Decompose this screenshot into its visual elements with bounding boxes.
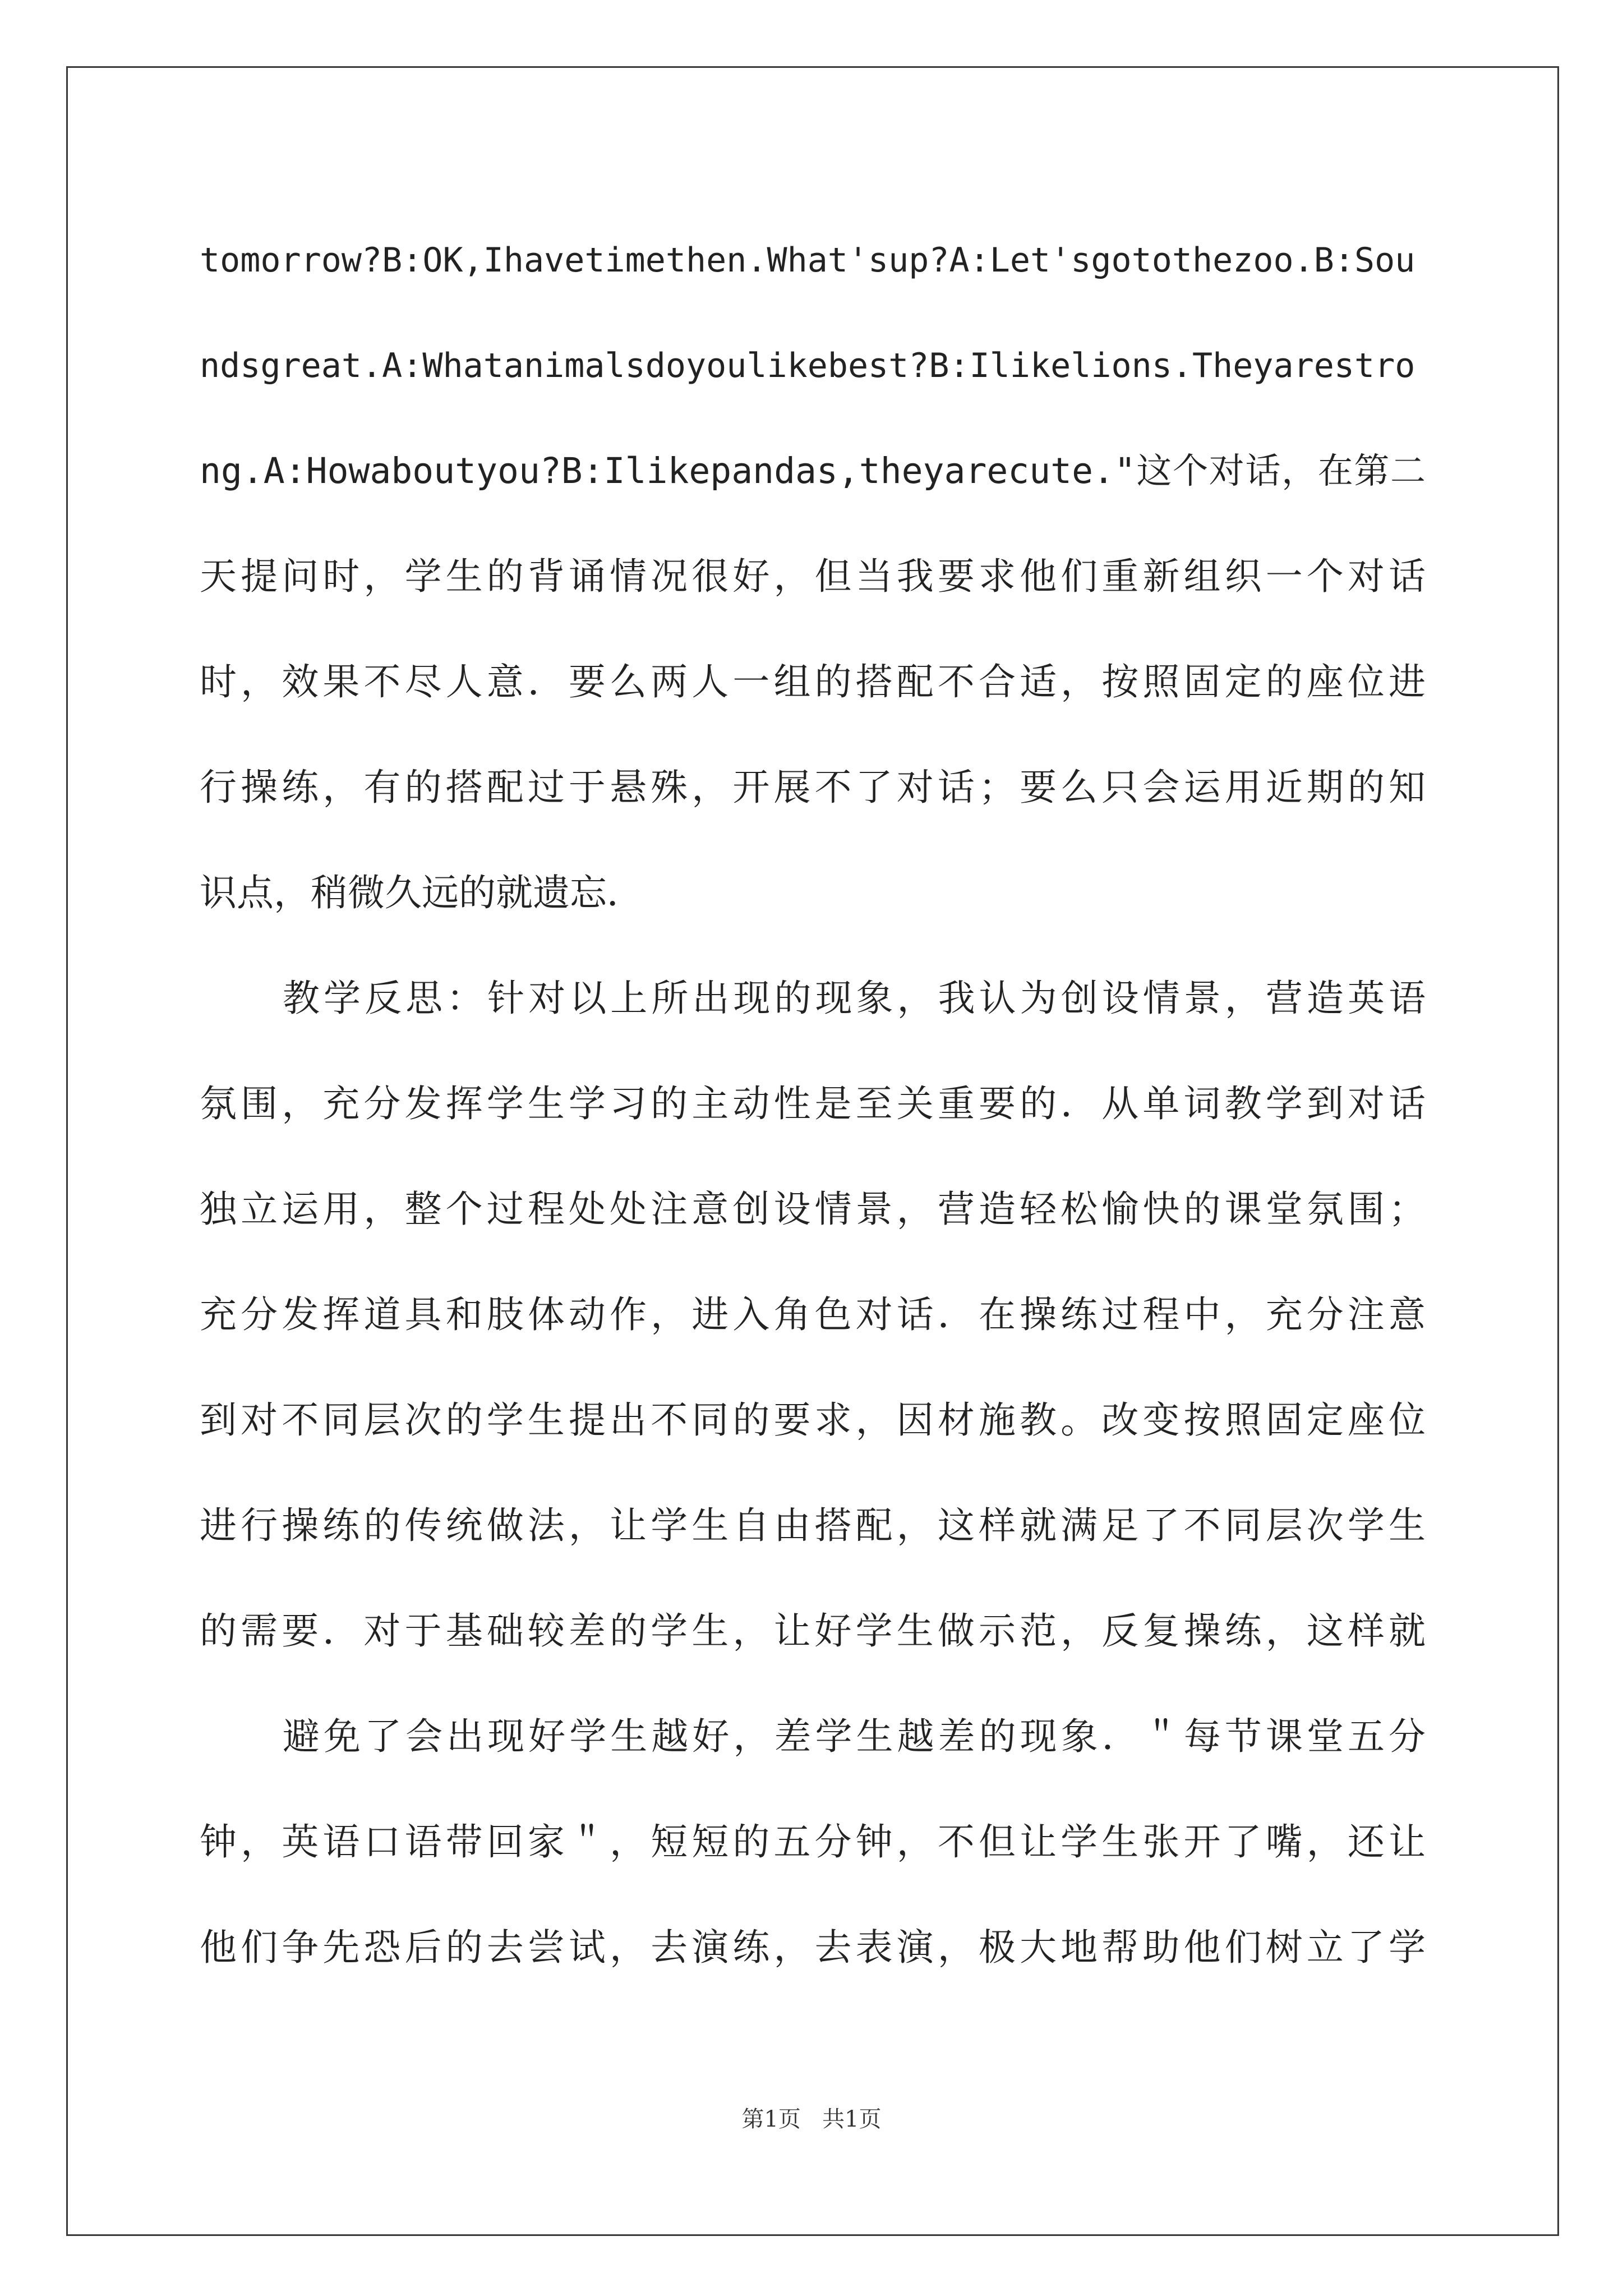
text-line: ndsgreat.A:Whatanimalsdoyoulikebest?B:Ilikelions.Theyarestro <box>200 346 1415 385</box>
page-number-footer: 第1页 共1页 <box>741 2106 882 2132</box>
document-body <box>200 208 1426 2000</box>
text-line: ng.A:Howaboutyou?B:Ilikepandas,theyarecute."这个对话，在第二 <box>200 450 1426 491</box>
text-line: 天提问时，学生的背诵情况很好，但当我要求他们重新组织一个对话 <box>200 555 1426 598</box>
text-line: 进行操练的传统做法，让学生自由搭配，这样就满足了不同层次学生 <box>200 1504 1426 1547</box>
text-line: tomorrow?B:OK,Ihavetimethen.What'sup?A:Let'sgotothezoo.B:Sou <box>200 241 1415 280</box>
text-line: 充分发挥道具和肢体动作，进入角色对话．在操练过程中，充分注意 <box>200 1293 1426 1336</box>
text-line: 到对不同层次的学生提出不同的要求，因材施教。改变按照固定座位 <box>200 1398 1426 1442</box>
text-line: 时，效果不尽人意．要么两人一组的搭配不合适，按照固定的座位进 <box>200 660 1426 703</box>
text-line: 的需要．对于基础较差的学生，让好学生做示范，反复操练，这样就 <box>200 1609 1426 1653</box>
text-line: 氛围，充分发挥学生学习的主动性是至关重要的．从单词教学到对话 <box>200 1082 1426 1125</box>
text-line: 行操练，有的搭配过于悬殊，开展不了对话；要么只会运用近期的知 <box>200 766 1426 809</box>
text-line: 教学反思：针对以上所出现的现象，我认为创设情景，营造英语 <box>283 977 1426 1020</box>
text-line: 独立运用，整个过程处处注意创设情景，营造轻松愉快的课堂氛围； <box>200 1188 1426 1231</box>
text-line: 钟，英语口语带回家＂，短短的五分钟，不但让学生张开了嘴，还让 <box>200 1820 1426 1864</box>
text-line: 识点，稍微久远的就遗忘． <box>200 871 644 914</box>
text-line: 避免了会出现好学生越好，差学生越差的现象．＂每节课堂五分 <box>283 1715 1426 1758</box>
text-line: 他们争先恐后的去尝试，去演练，去表演，极大地帮助他们树立了学 <box>200 1926 1426 1969</box>
